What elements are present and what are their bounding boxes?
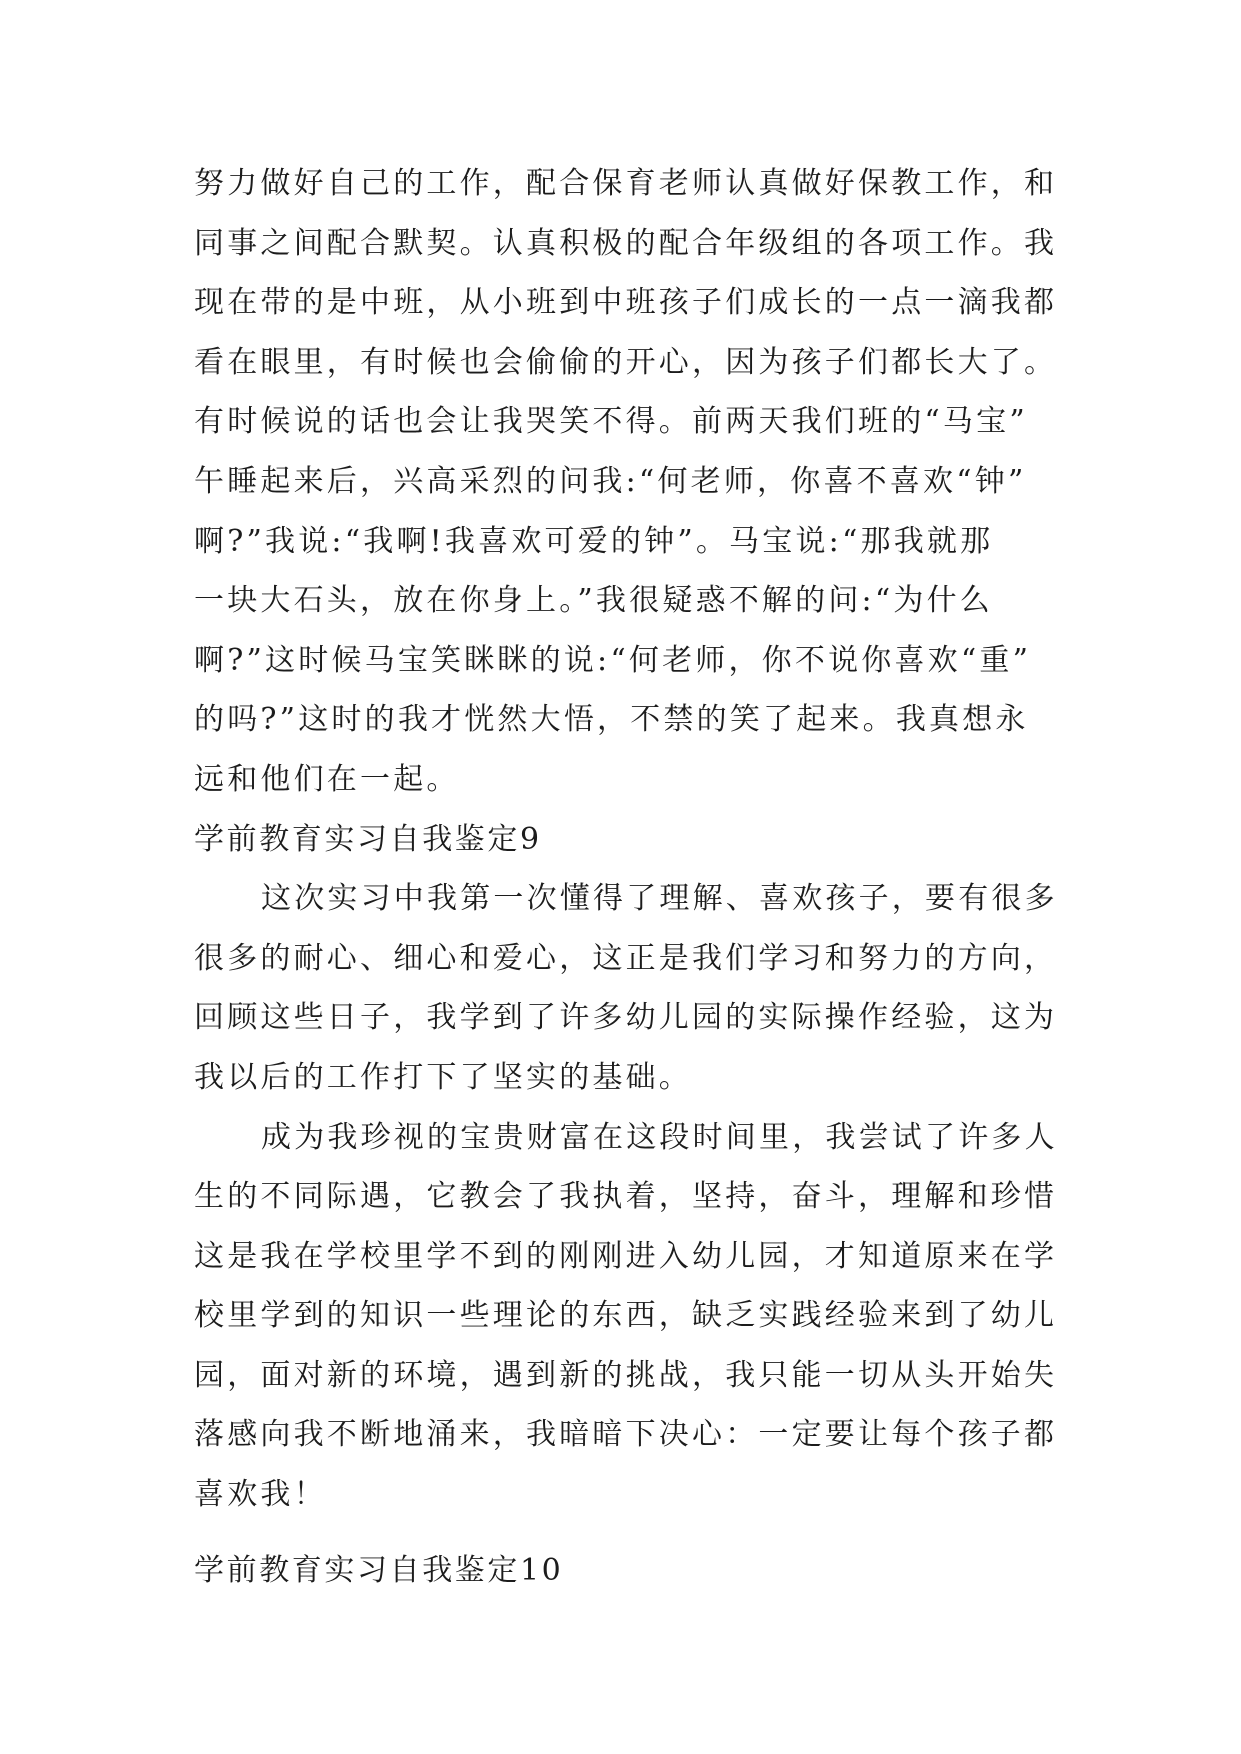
paragraph-line: 很多的耐心、细心和爱心，这正是我们学习和努力的方向， bbox=[194, 940, 1058, 976]
paragraph-line: 这次实习中我第一次懂得了理解、喜欢孩子，要有很多 bbox=[261, 881, 1058, 917]
paragraph-line: 同事之间配合默契。认真积极的配合年级组的各项工作。我 bbox=[194, 225, 1058, 261]
paragraph-line: 园，面对新的环境，遇到新的挑战，我只能一切从头开始失 bbox=[194, 1357, 1058, 1393]
paragraph-line: 这是我在学校里学不到的刚刚进入幼儿园，才知道原来在学 bbox=[194, 1238, 1058, 1274]
paragraph-line: 现在带的是中班，从小班到中班孩子们成长的一点一滴我都 bbox=[194, 285, 1058, 321]
paragraph-line: 啊?”我说:“我啊!我喜欢可爱的钟”。马宝说:“那我就那 bbox=[194, 523, 994, 559]
paragraph-line: 生的不同际遇，它教会了我执着，坚持，奋斗，理解和珍惜 bbox=[194, 1179, 1058, 1215]
paragraph-line: 努力做好自己的工作，配合保育老师认真做好保教工作，和 bbox=[194, 166, 1058, 201]
paragraph-line: 喜欢我！ bbox=[194, 1477, 327, 1513]
paragraph-line: 一块大石头，放在你身上。”我很疑惑不解的问:“为什么 bbox=[194, 583, 993, 619]
document-body bbox=[194, 154, 1074, 1600]
paragraph-line: 看在眼里，有时候也会偷偷的开心，因为孩子们都长大了。 bbox=[194, 344, 1058, 380]
paragraph-9b bbox=[194, 1108, 1074, 1525]
paragraph-line: 远和他们在一起。 bbox=[194, 761, 460, 797]
paragraph-line: 午睡起来后，兴高采烈的问我:“何老师，你喜不喜欢“钟” bbox=[194, 463, 1027, 499]
section-heading-10: 学前教育实习自我鉴定10 bbox=[194, 1552, 564, 1588]
paragraph-line: 落感向我不断地涌来，我暗暗下决心：一定要让每个孩子都 bbox=[194, 1417, 1058, 1453]
paragraph-continued bbox=[194, 154, 1074, 810]
section-heading-9: 学前教育实习自我鉴定9 bbox=[194, 821, 542, 857]
paragraph-line: 校里学到的知识一些理论的东西，缺乏实践经验来到了幼儿 bbox=[194, 1298, 1058, 1334]
paragraph-line: 成为我珍视的宝贵财富在这段时间里，我尝试了许多人 bbox=[261, 1119, 1058, 1155]
paragraph-line: 的吗?”这时的我才恍然大悟，不禁的笑了起来。我真想永 bbox=[194, 702, 1029, 738]
paragraph-line: 回顾这些日子，我学到了许多幼儿园的实际操作经验，这为 bbox=[194, 1000, 1058, 1036]
paragraph-line: 啊?”这时候马宝笑眯眯的说:“何老师，你不说你喜欢“重” bbox=[194, 642, 1032, 678]
paragraph-9a bbox=[194, 869, 1074, 1107]
paragraph-line: 有时候说的话也会让我哭笑不得。前两天我们班的“马宝” bbox=[194, 404, 1028, 440]
paragraph-line: 我以后的工作打下了坚实的基础。 bbox=[194, 1059, 692, 1095]
